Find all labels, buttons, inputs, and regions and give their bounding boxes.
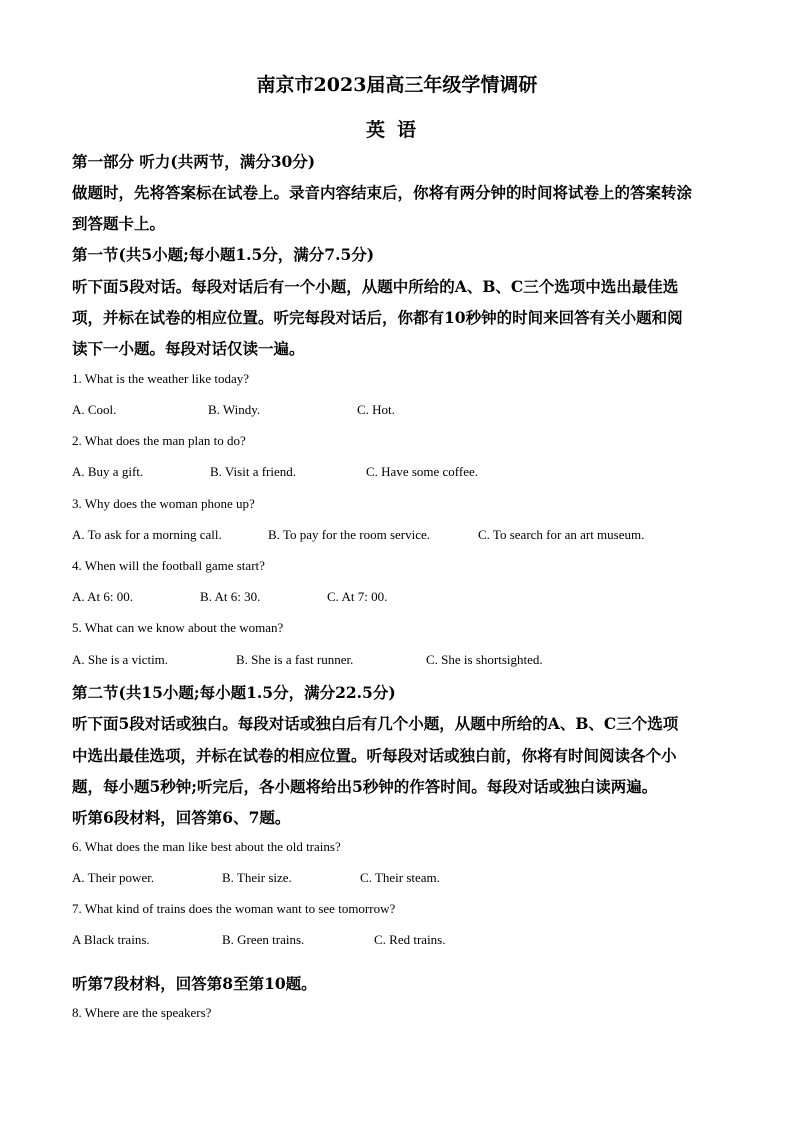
q3-option-a: A. To ask for a morning call. [72,527,222,542]
q2-option-b: B. Visit a friend. [210,464,296,479]
section2-instructions-line2: 中选出最佳选项，并标在试卷的相应位置。听每段对话或独白前，你将有时间阅读各个小 [72,746,677,765]
part1-heading: 第一部分 听力(共两节，满分30分) [72,152,316,171]
exam-title: 南京市2023届高三年级学情调研 [256,74,538,96]
q5-option-a: A. She is a victim. [72,652,169,667]
q6-option-b: B. Their size. [222,870,292,885]
q2-option-c: C. Have some coffee. [366,464,479,479]
question-8: 8. Where are the speakers? [72,1005,212,1020]
q5-option-b: B. She is a fast runner. [236,652,354,667]
q4-option-a: A. At 6: 00. [72,589,134,604]
q3-option-c: C. To search for an art museum. [478,527,645,542]
q6-option-c: C. Their steam. [360,870,440,885]
q3-option-b: B. To pay for the room service. [268,527,431,542]
section1-heading: 第一节(共5小题;每小题1.5分，满分7.5分) [72,245,375,264]
section2-instructions-line1: 听下面5段对话或独白。每段对话或独白后有几个小题，从题中所给的A、B、C三个选项 [72,714,679,733]
material-6-heading: 听第6段材料，回答第6、7题。 [72,808,291,827]
question-4: 4. When will the football game start? [72,558,265,573]
q1-option-b: B. Windy. [208,402,261,417]
q7-option-c: C. Red trains. [374,932,446,947]
question-5: 5. What can we know about the woman? [72,620,284,635]
part1-instructions-line2: 到答题卡上。 [72,214,166,233]
q7-option-b: B. Green trains. [222,932,305,947]
subject-title: 英语 [365,119,428,141]
section2-heading: 第二节(共15小题;每小题1.5分，满分22.5分) [72,683,396,702]
q6-option-a: A. Their power. [72,870,155,885]
section1-instructions-line2: 项，并标在试卷的相应位置。听完每段对话后，你都有10秒钟的时间来回答有关小题和阅 [72,308,683,327]
question-2: 2. What does the man plan to do? [72,433,246,448]
question-7: 7. What kind of trains does the woman want to see tomorrow? [72,901,396,916]
q1-option-c: C. Hot. [357,402,395,417]
q2-option-a: A. Buy a gift. [72,464,144,479]
section1-instructions-line3: 读下一小题。每段对话仅读一遍。 [72,339,305,358]
q5-option-c: C. She is shortsighted. [426,652,543,667]
question-3: 3. Why does the woman phone up? [72,496,255,511]
q7-option-a: A Black trains. [72,932,150,947]
question-1: 1. What is the weather like today? [72,371,250,386]
section2-instructions-line3: 题，每小题5秒钟;听完后，各小题将给出5秒钟的作答时间。每段对话或独白读两遍。 [72,777,658,796]
q1-option-a: A. Cool. [72,402,117,417]
question-6: 6. What does the man like best about the old trains? [72,839,341,854]
material-7-heading: 听第7段材料，回答第8至第10题。 [72,974,317,993]
q4-option-c: C. At 7: 00. [327,589,388,604]
q4-option-b: B. At 6: 30. [200,589,261,604]
section1-instructions-line1: 听下面5段对话。每段对话后有一个小题，从题中所给的A、B、C三个选项中选出最佳选 [72,277,679,296]
part1-instructions-line1: 做题时，先将答案标在试卷上。录音内容结束后，你将有两分钟的时间将试卷上的答案转涂 [72,183,693,202]
